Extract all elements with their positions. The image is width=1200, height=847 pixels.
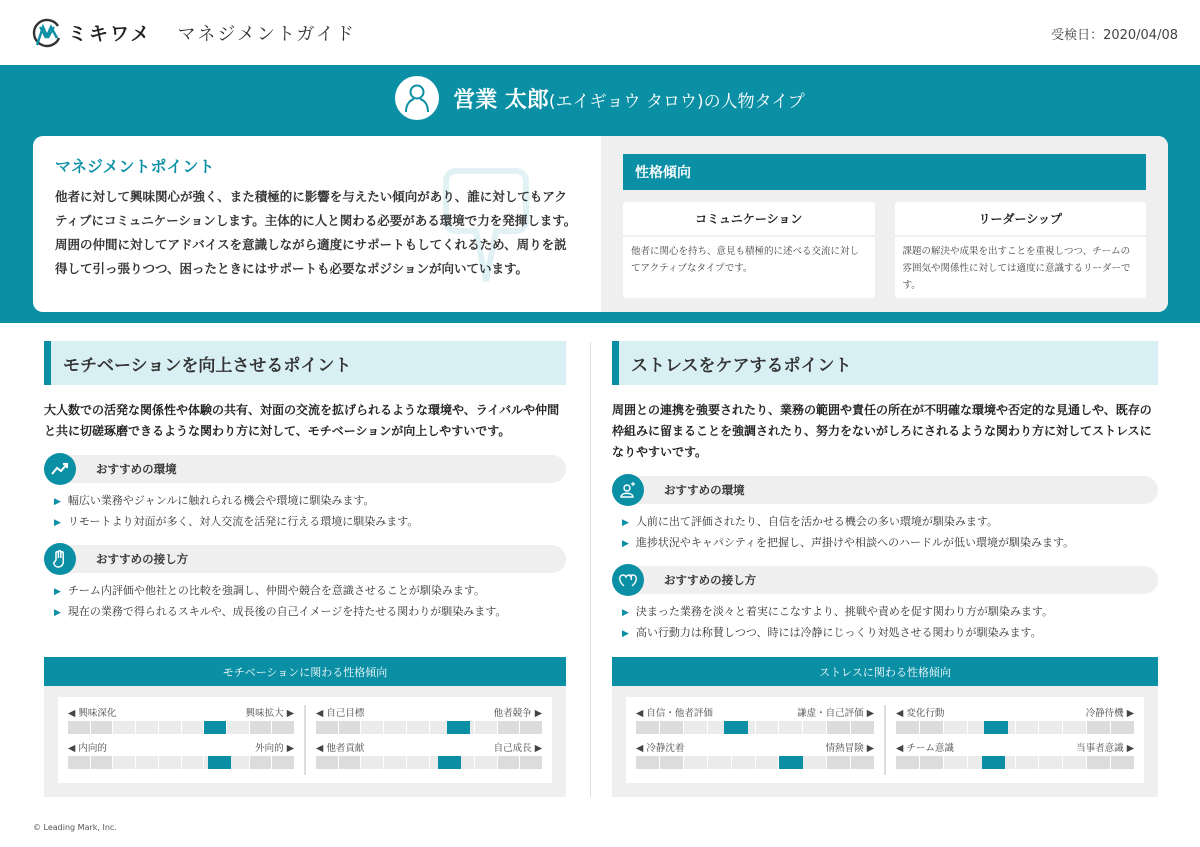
- scale-marker: [438, 756, 461, 769]
- scale-change: [896, 705, 1134, 734]
- list-item: ▶ 決まった業務を淡々と着実にこなすより、挑戦や責めを促す関わり方が馴染みます。: [622, 605, 1054, 618]
- scale-contribution: [316, 740, 542, 769]
- scale-marker: [779, 756, 803, 769]
- management-title: マネジメントポイント: [55, 157, 215, 176]
- section-lead: 大人数での活発な関係性や体験の共有、対面の交流を拡げられるような環境や、ライバルや仲間と共に切磋琢磨できるような関わり方に対して、モチベーションが向上しやすいです。: [44, 403, 560, 438]
- scale-calm: [636, 740, 874, 769]
- scale-left-label: ◀ 内向的: [68, 743, 107, 754]
- environment-list: [622, 512, 1158, 554]
- list-item: ▶ 現在の業務で得られるスキルや、成長後の自己イメージを持たせる関わりが馴染みます。: [54, 605, 507, 618]
- scale-left-label: ◀ 変化行動: [896, 708, 945, 719]
- traits-header: 性格傾向: [623, 154, 1146, 190]
- scale-right-label: 外向的 ▶: [255, 743, 294, 754]
- tendency-title: ストレスに関わる性格傾向: [612, 657, 1158, 686]
- person-heading: [0, 76, 1200, 120]
- user-icon: [395, 76, 439, 120]
- motivation-section: [44, 341, 566, 623]
- logo-mark-icon: [32, 18, 62, 48]
- scale-left-label: ◀ 興味深化: [68, 708, 117, 719]
- hearts-icon: [612, 564, 644, 596]
- management-body: 他者に対して興味関心が強く、また積極的に影響を与えたい傾向があり、誰に対してもアクティブにコミュニケーションします。主体的に人と関わる必要がある環境で力を発揮します。 周囲の仲間に対してアドバイスを意識しながら適度にサポートもしてくれるため、周りを説得して引っ張りつつ、困ったときにはサポートも必要なポジションが向いています。: [55, 189, 577, 276]
- top-bar: [0, 0, 1200, 65]
- scale-right-label: 情熱冒険 ▶: [825, 743, 874, 754]
- environment-list: [54, 491, 566, 533]
- trait-leadership: [895, 202, 1147, 298]
- tendency-title: モチベーションに関わる性格傾向: [44, 657, 566, 686]
- traits-panel: [601, 136, 1168, 312]
- stress-section: [612, 341, 1158, 644]
- approach-list: [622, 602, 1158, 644]
- subheading-label: おすすめの接し方: [664, 573, 757, 587]
- scale-marker: [208, 756, 231, 769]
- list-item: ▶ チーム内評価や他社との比較を強調し、仲間や競合を意識させることが馴染みます。: [54, 584, 486, 597]
- recommended-environment-header: [44, 455, 566, 483]
- scale-track: [316, 721, 542, 734]
- scale-marker: [724, 721, 748, 734]
- section-title: モチベーションを向上させるポイント: [44, 341, 566, 385]
- motivation-tendency-panel: [44, 657, 566, 797]
- scale-track: [68, 756, 294, 769]
- scale-right-label: 他者競争 ▶: [493, 708, 542, 719]
- scale-track: [316, 756, 542, 769]
- scale-right-label: 興味拡大 ▶: [245, 708, 294, 719]
- scale-left-label: ◀ 自信・他者評価: [636, 708, 713, 719]
- list-item: ▶ 幅広い業務やジャンルに触れられる機会や環境に馴染みます。: [54, 494, 375, 507]
- person-sparkle-icon: [612, 474, 644, 506]
- scale-marker: [447, 721, 470, 734]
- approach-list: [54, 581, 566, 623]
- scale-marker: [204, 721, 227, 734]
- scale-right-label: 自己成長 ▶: [493, 743, 542, 754]
- copyright: © Leading Mark, Inc.: [33, 823, 117, 832]
- column-divider: [590, 342, 591, 797]
- scale-right-label: 謙虚・自己評価 ▶: [797, 708, 874, 719]
- scale-track: [68, 721, 294, 734]
- brand-name: ミキワメ: [68, 23, 152, 45]
- scale-track: [636, 756, 874, 769]
- scale-goal: [316, 705, 542, 734]
- trend-up-icon: [44, 453, 76, 485]
- section-title: ストレスをケアするポイント: [612, 341, 1158, 385]
- guide-title: マネジメントガイド: [177, 23, 356, 45]
- scale-track: [896, 721, 1134, 734]
- recommended-approach-header: [612, 566, 1158, 594]
- recommended-approach-header: [44, 545, 566, 573]
- scale-left-label: ◀ 自己目標: [316, 708, 365, 719]
- scale-team: [896, 740, 1134, 769]
- trait-communication: [623, 202, 875, 298]
- management-point: [33, 136, 601, 312]
- exam-date: 受検日：2020/04/08: [1051, 28, 1178, 43]
- scale-marker: [982, 756, 1006, 769]
- subheading-label: おすすめの環境: [96, 462, 177, 476]
- subheading-label: おすすめの接し方: [96, 552, 189, 566]
- scale-right-label: 冷静待機 ▶: [1085, 708, 1134, 719]
- person-type-suffix: (エイギョウ タロウ)の人物タイプ: [548, 91, 805, 112]
- section-lead: 周囲との連携を強要されたり、業務の範囲や責任の所在が不明確な環境や否定的な見通しや、既存の枠組みに留まることを強調されたり、努力をないがしろにされるような関わり方に対してストレスになりやすいです。: [612, 403, 1152, 459]
- trait-title: リーダーシップ: [895, 202, 1147, 237]
- trait-body: 他者に関心を持ち、意見も積極的に述べる交流に対してアクティブなタイプです。: [631, 246, 860, 274]
- subheading-label: おすすめの環境: [664, 483, 745, 497]
- list-item: ▶ 人前に出て評価されたり、自信を活かせる機会の多い環境が馴染みます。: [622, 515, 999, 528]
- scale-introversion: [68, 740, 294, 769]
- scale-track: [636, 721, 874, 734]
- scale-marker: [984, 721, 1008, 734]
- list-item: ▶ リモートより対面が多く、対人交流を活発に行える環境に馴染みます。: [54, 515, 419, 528]
- management-card: [33, 136, 1168, 312]
- hand-icon: [44, 543, 76, 575]
- scale-interest: [68, 705, 294, 734]
- brand-logo: [32, 18, 151, 48]
- trait-title: コミュニケーション: [623, 202, 875, 237]
- person-name: 営業 太郎: [453, 87, 549, 113]
- list-item: ▶ 高い行動力は称賛しつつ、時には冷静にじっくり対処させる関わりが馴染みます。: [622, 626, 1042, 639]
- trait-body: 課題の解決や成果を出すことを重視しつつ、チームの雰囲気や関係性に対しては適度に意識するリーダーです。: [902, 246, 1131, 291]
- scale-left-label: ◀ 他者貢献: [316, 743, 365, 754]
- scale-left-label: ◀ チーム意識: [896, 743, 954, 754]
- stress-tendency-panel: [612, 657, 1158, 797]
- recommended-environment-header: [612, 476, 1158, 504]
- scale-evaluation: [636, 705, 874, 734]
- list-item: ▶ 進捗状況やキャパシティを把握し、声掛けや相談へのハードルが低い環境が馴染みます。: [622, 536, 1075, 549]
- scale-right-label: 当事者意識 ▶: [1076, 743, 1134, 754]
- scale-track: [896, 756, 1134, 769]
- scale-left-label: ◀ 冷静沈着: [636, 743, 685, 754]
